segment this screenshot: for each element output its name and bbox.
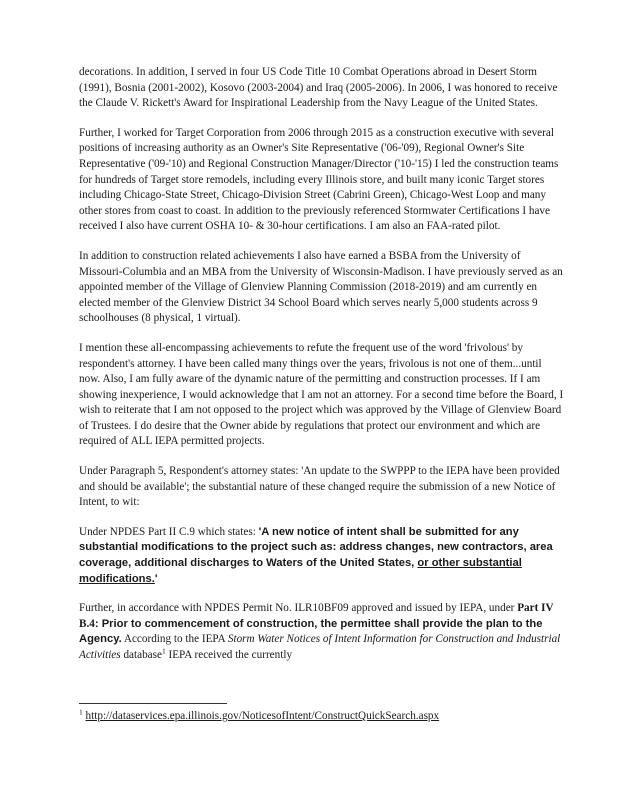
footnote-divider bbox=[79, 703, 227, 704]
paragraph-military-service: decorations. In addition, I served in four US Code Title 10 Combat Operations abroad in Desert Storm (1991), Bosnia (2001-2002), Kosovo (2003-2004) and Iraq (2005-2006). In 2006, I was honored to receive the Claude V. Rickett's Award for Inspirational Leadership from the Navy League of the United States. bbox=[79, 66, 558, 110]
footnote-number: 1 bbox=[79, 707, 83, 717]
paragraph-frivolous-rebuttal: I mention these all-encompassing achievements to refute the frequent use of the word 'frivolous' by respondent's attorney. I have been called many things over the years, frivolous is not one of them...until now. Also, I am fully aware of the dynamic nature of the permitting and construction processes. If I am showing inexperience, I would acknowledge that I am not an attorney. For a second time before the Board, I wish to reiterate that I am not opposed to the project which was approved by the Village of Glenview Board of Trustees. I do desire that the Owner abide by regulations that protect our environment and which are required of ALL IEPA permitted projects. bbox=[79, 341, 564, 448]
paragraph-npdes-part-ii bbox=[79, 525, 565, 587]
paragraph-education: In addition to construction related achievements I also have earned a BSBA from the University of Missouri-Columbia and an MBA from the University of Wisconsin-Madison. I have previously served as an appointed member of the Village of Glenview Planning Commission (2018-2019) and am currently en elected member of the Glenview District 34 School Board which serves nearly 5,000 students across 9 schoolhouses (8 physical, 1 virtual). bbox=[79, 249, 563, 325]
footnote-reference: 1 bbox=[161, 646, 166, 656]
permit-text-a: Further, in accordance with NPDES Permit No. ILR10BF09 approved and issued by IEPA, under bbox=[79, 602, 518, 615]
permit-text-d: IEPA received the currently bbox=[165, 649, 293, 661]
permit-text-b: According to the IEPA bbox=[121, 633, 228, 646]
permit-requirement-bold: : Prior to commencement of construction, the permittee shall provide the plan to the Agency. bbox=[79, 617, 543, 646]
permit-text-c: database bbox=[120, 649, 162, 661]
npdes-quote-bold: 'A new notice of intent shall be submitted for any substantial modifications to the project such as: address changes, new contractors, area coverage, additional discharges to Waters of the United States, bbox=[79, 525, 553, 570]
footnote bbox=[79, 709, 439, 724]
npdes-quote-end: ' bbox=[154, 572, 158, 585]
permit-part-label: Part IV B.4 bbox=[79, 602, 554, 630]
npdes-lead-text: Under NPDES Part II C.9 which states: bbox=[79, 525, 259, 538]
footnote-link[interactable]: http://dataservices.epa.illinois.gov/NoticesofIntent/ConstructQuickSearch.aspx bbox=[85, 710, 440, 722]
npdes-quote-underlined: or other substantial modifications. bbox=[79, 557, 522, 585]
paragraph-target-career: Further, I worked for Target Corporation from 2006 through 2015 as a construction executive with several positions of increasing authority as an Owner's Site Representative ('06-'09), Regional Owner's Site Representative ('09-'10) and Regional Construction Manager/Director ('10-'15) I led the construction teams for hundreds of Target store remodels, including every Illinois store, and built many iconic Target stores including Chicago-State Street, Chicago-Division Street (Cabrini Green), Chicago-West Loop and many other stores from coast to coast. In addition to the previously referenced Stormwater Certifications I have received I also have current OSHA 10- & 30-hour certifications. I am also an FAA-rated pilot. bbox=[79, 126, 559, 233]
paragraph-permit-part-iv bbox=[79, 601, 565, 663]
iepa-database-title: Storm Water Notices of Intent Information for Construction and Industrial Activities bbox=[79, 633, 561, 661]
paragraph-swppp-update: Under Paragraph 5, Respondent's attorney states: 'An update to the SWPPP to the IEPA have been provided and should be available'; the substantial nature of these changed require the submission of a new Notice of Intent, to wit: bbox=[79, 465, 560, 509]
